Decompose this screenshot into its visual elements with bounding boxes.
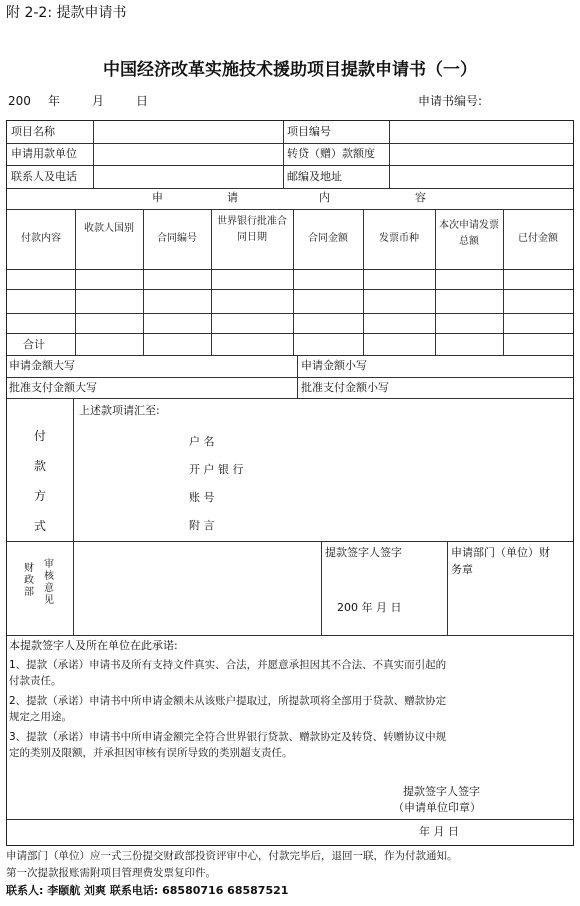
pledge-item-3: 3、提款（承诺）申请书中所申请金额完全符合世界银行贷款、赠款协定及转贷、转赠协议中规	[9, 731, 447, 743]
finance-seal-line2: 务章	[451, 563, 473, 576]
attachment-label: 附 2-2: 提款申请书	[6, 5, 127, 21]
remit-intro: 上述款项请汇至:	[79, 404, 160, 417]
pledge-signer-label: 提款签字人签字	[403, 785, 480, 798]
doc-number-label: 申请书编号:	[418, 94, 483, 108]
col-header-contract-no: 合同编号	[157, 233, 197, 244]
signer-signature-label: 提款签字人签字	[325, 546, 402, 559]
pledge-item-2: 2、提款（承诺）申请书中所申请金额未从该账户提取过，所提款项将全部用于贷款、赠款协定	[9, 695, 447, 707]
application-form	[6, 120, 574, 846]
amount-upper-label: 申请金额大写	[9, 359, 75, 372]
footer-line-1: 申请部门（单位）应一式三份提交财政部投资评审中心，付款完毕后，退回一联，作为付款通知。	[6, 850, 458, 862]
bank-label: 开 户 银 行	[189, 463, 244, 476]
pledge-seal-label: （申请单位印章）	[393, 801, 481, 814]
loan-amount-label: 转贷（赠）款额度	[287, 147, 375, 160]
applicant-label: 申请用款单位	[11, 147, 77, 160]
date-nian: 年	[48, 94, 61, 108]
section-title-char: 内	[319, 191, 330, 204]
section-title-char: 请	[227, 191, 238, 204]
note-label: 附 言	[189, 519, 215, 532]
pledge-item-1-cont: 付款责任。	[9, 675, 62, 687]
form-title: 中国经济改革实施技术援助项目提款申请书（一）	[103, 60, 477, 80]
ministry-label: 财 政 部	[24, 563, 34, 598]
pledge-item-3-cont: 定的类别及限额，并承担因审核有误所导致的类别超支责任。	[9, 747, 293, 759]
contact-label: 联系人及电话	[11, 170, 77, 183]
col-header-invoice-total: 本次申请发票总额	[439, 220, 499, 247]
review-opinion-label: 审 核 意 见	[44, 559, 54, 606]
account-name-label: 户 名	[189, 435, 215, 448]
total-label: 合计	[23, 338, 45, 351]
col-header-contract-amount: 合同金额	[308, 233, 348, 244]
project-name-label: 项目名称	[11, 125, 55, 138]
col-header-paid-amount: 已付金额	[518, 233, 558, 244]
section-title-char: 容	[415, 191, 426, 204]
approved-upper-label: 批准支付金额大写	[9, 381, 97, 394]
amount-lower-label: 申请金额小写	[301, 359, 367, 372]
payment-method-label: 付 款 方 式	[33, 429, 46, 533]
col-header-wb-approval-date: 世界银行批准合同日期	[217, 216, 287, 243]
footer-line-2: 第一次提款报账需附项目管理费发票复印件。	[6, 867, 216, 879]
pledge-date: 年 月 日	[419, 825, 459, 838]
approved-lower-label: 批准支付金额小写	[301, 381, 389, 394]
finance-seal-line1: 申请部门（单位）财	[451, 546, 550, 559]
col-header-invoice-currency: 发票币种	[379, 233, 419, 244]
review-date: 200 年 月 日	[337, 601, 402, 614]
pledge-item-1: 1、提款（承诺）申请书及所有支持文件真实、合法，并愿意承担因其不合法、不真实而引起的	[9, 659, 447, 671]
date-year: 200	[8, 94, 31, 108]
pledge-intro: 本提款签字人及所在单位在此承诺:	[9, 639, 178, 652]
footer-contact: 联系人: 李颐航 刘爽 联系电话: 68580716 68587521	[6, 884, 289, 897]
pledge-item-2-cont: 规定之用途。	[9, 711, 72, 723]
date-yue: 月	[92, 94, 105, 108]
account-number-label: 账 号	[189, 491, 215, 504]
col-header-payee-country: 收款人国别	[84, 223, 134, 234]
postcode-address-label: 邮编及地址	[287, 170, 342, 183]
project-number-label: 项目编号	[287, 125, 331, 138]
date-ri: 日	[136, 94, 149, 108]
section-title-char: 申	[152, 191, 163, 204]
col-header-payment-content: 付款内容	[21, 233, 61, 244]
